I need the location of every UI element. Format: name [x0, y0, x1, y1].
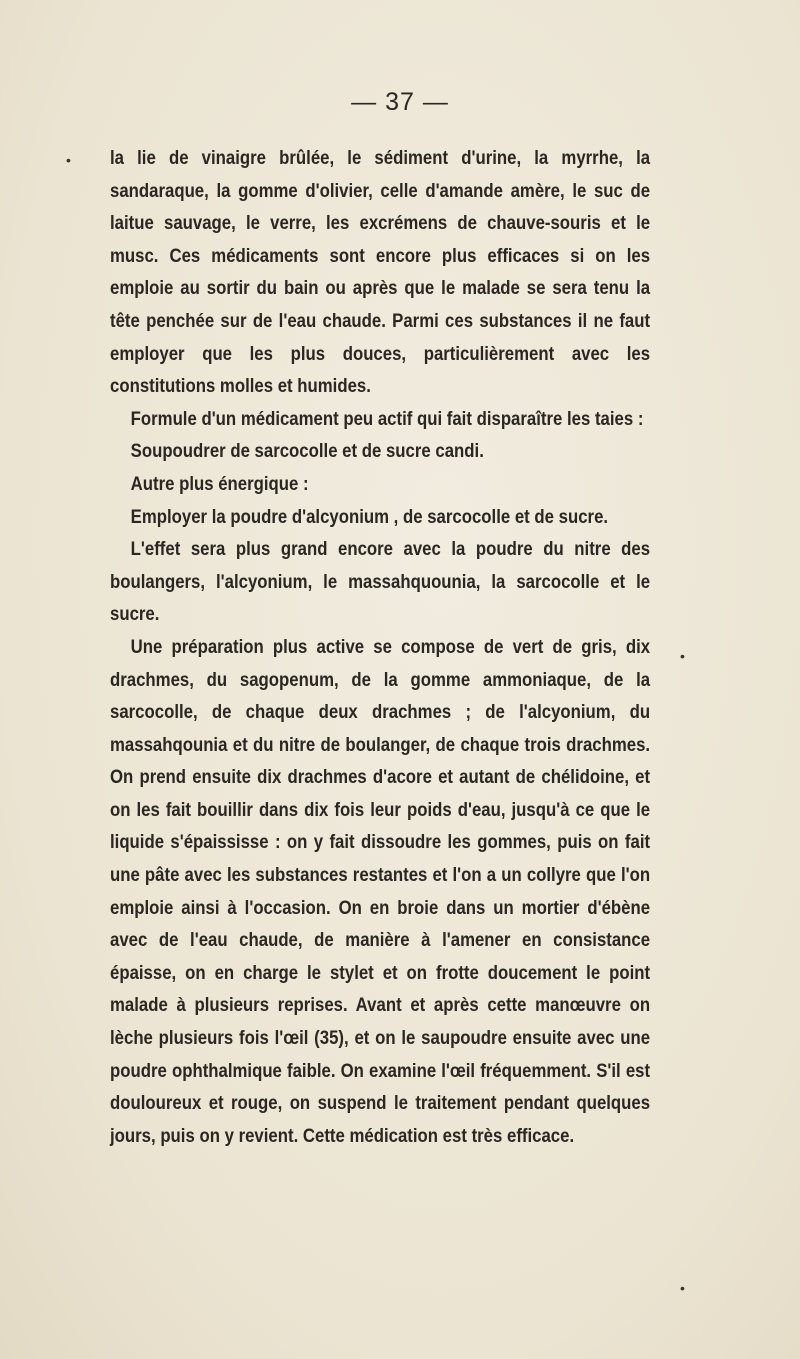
paragraph-1: la lie de vinaigre brûlée, le sédiment d'urine, la myrrhe, la sandaraque, la gomme d'olivier, celle d'amande amère, le suc de laitue sauvage, le verre, les excrémens de chauve-souris et le musc. Ces médicaments sont encore plus efficaces si on les emploie au sortir du bain ou après que le malade se sera tenu la tête penchée sur de l'eau chaude. Parmi ces substances il ne faut employer que les plus douces, particulièrement avec les constitutions molles et humides.	[110, 147, 651, 398]
paragraph-5: Employer la poudre d'alcyonium , de sarcocolle et de sucre.	[130, 505, 609, 528]
paragraph-3: Soupoudrer de sarcocolle et de sucre candi.	[130, 440, 484, 463]
paragraph-7: Une préparation plus active se compose de vert de gris, dix drachmes, du sagopenum, de la gomme ammoniaque, de la sarcocolle, de chaque deux drachmes ; de l'alcyonium, du massahqounia et du nitre de boulanger, de chaque trois drachmes. On prend ensuite dix drachmes d'acore et autant de chélidoine, et on les fait bouillir dans dix fois leur poids d'eau, jusqu'à ce que le liquide s'épaississe : on y fait dissoudre les gommes, puis on fait une pâte avec les substances restantes et l'on a un collyre que l'on emploie ainsi à l'occasion. On en broie dans un mortier d'ébène avec de l'eau chaude, de manière à l'amener en consistance épaisse, on en charge le stylet et on frotte doucement le point malade à plusieurs reprises. Avant et après cette manœuvre on lèche plusieurs fois l'œil (35), et on le saupoudre ensuite avec une poudre ophthalmique faible. On examine l'œil fréquemment. S'il est douloureux et rouge, on suspend le traitement pendant quelques jours, puis on y revient. Cette médication est très efficace.	[110, 635, 651, 1147]
margin-dot-mark: •	[680, 1280, 685, 1296]
paragraph-6: L'effet sera plus grand encore avec la poudre du nitre des boulangers, l'alcyonium, le massahquounia, la sarcocolle et le sucre.	[110, 538, 651, 626]
paragraph-2: Formule d'un médicament peu actif qui fait disparaître les taies :	[130, 407, 644, 430]
margin-dot-mark: •	[680, 648, 685, 664]
margin-dot-mark: •	[66, 152, 71, 168]
page-body	[110, 142, 650, 1152]
paragraph-4: Autre plus énergique :	[130, 472, 309, 495]
page-number: — 37 —	[351, 88, 449, 116]
